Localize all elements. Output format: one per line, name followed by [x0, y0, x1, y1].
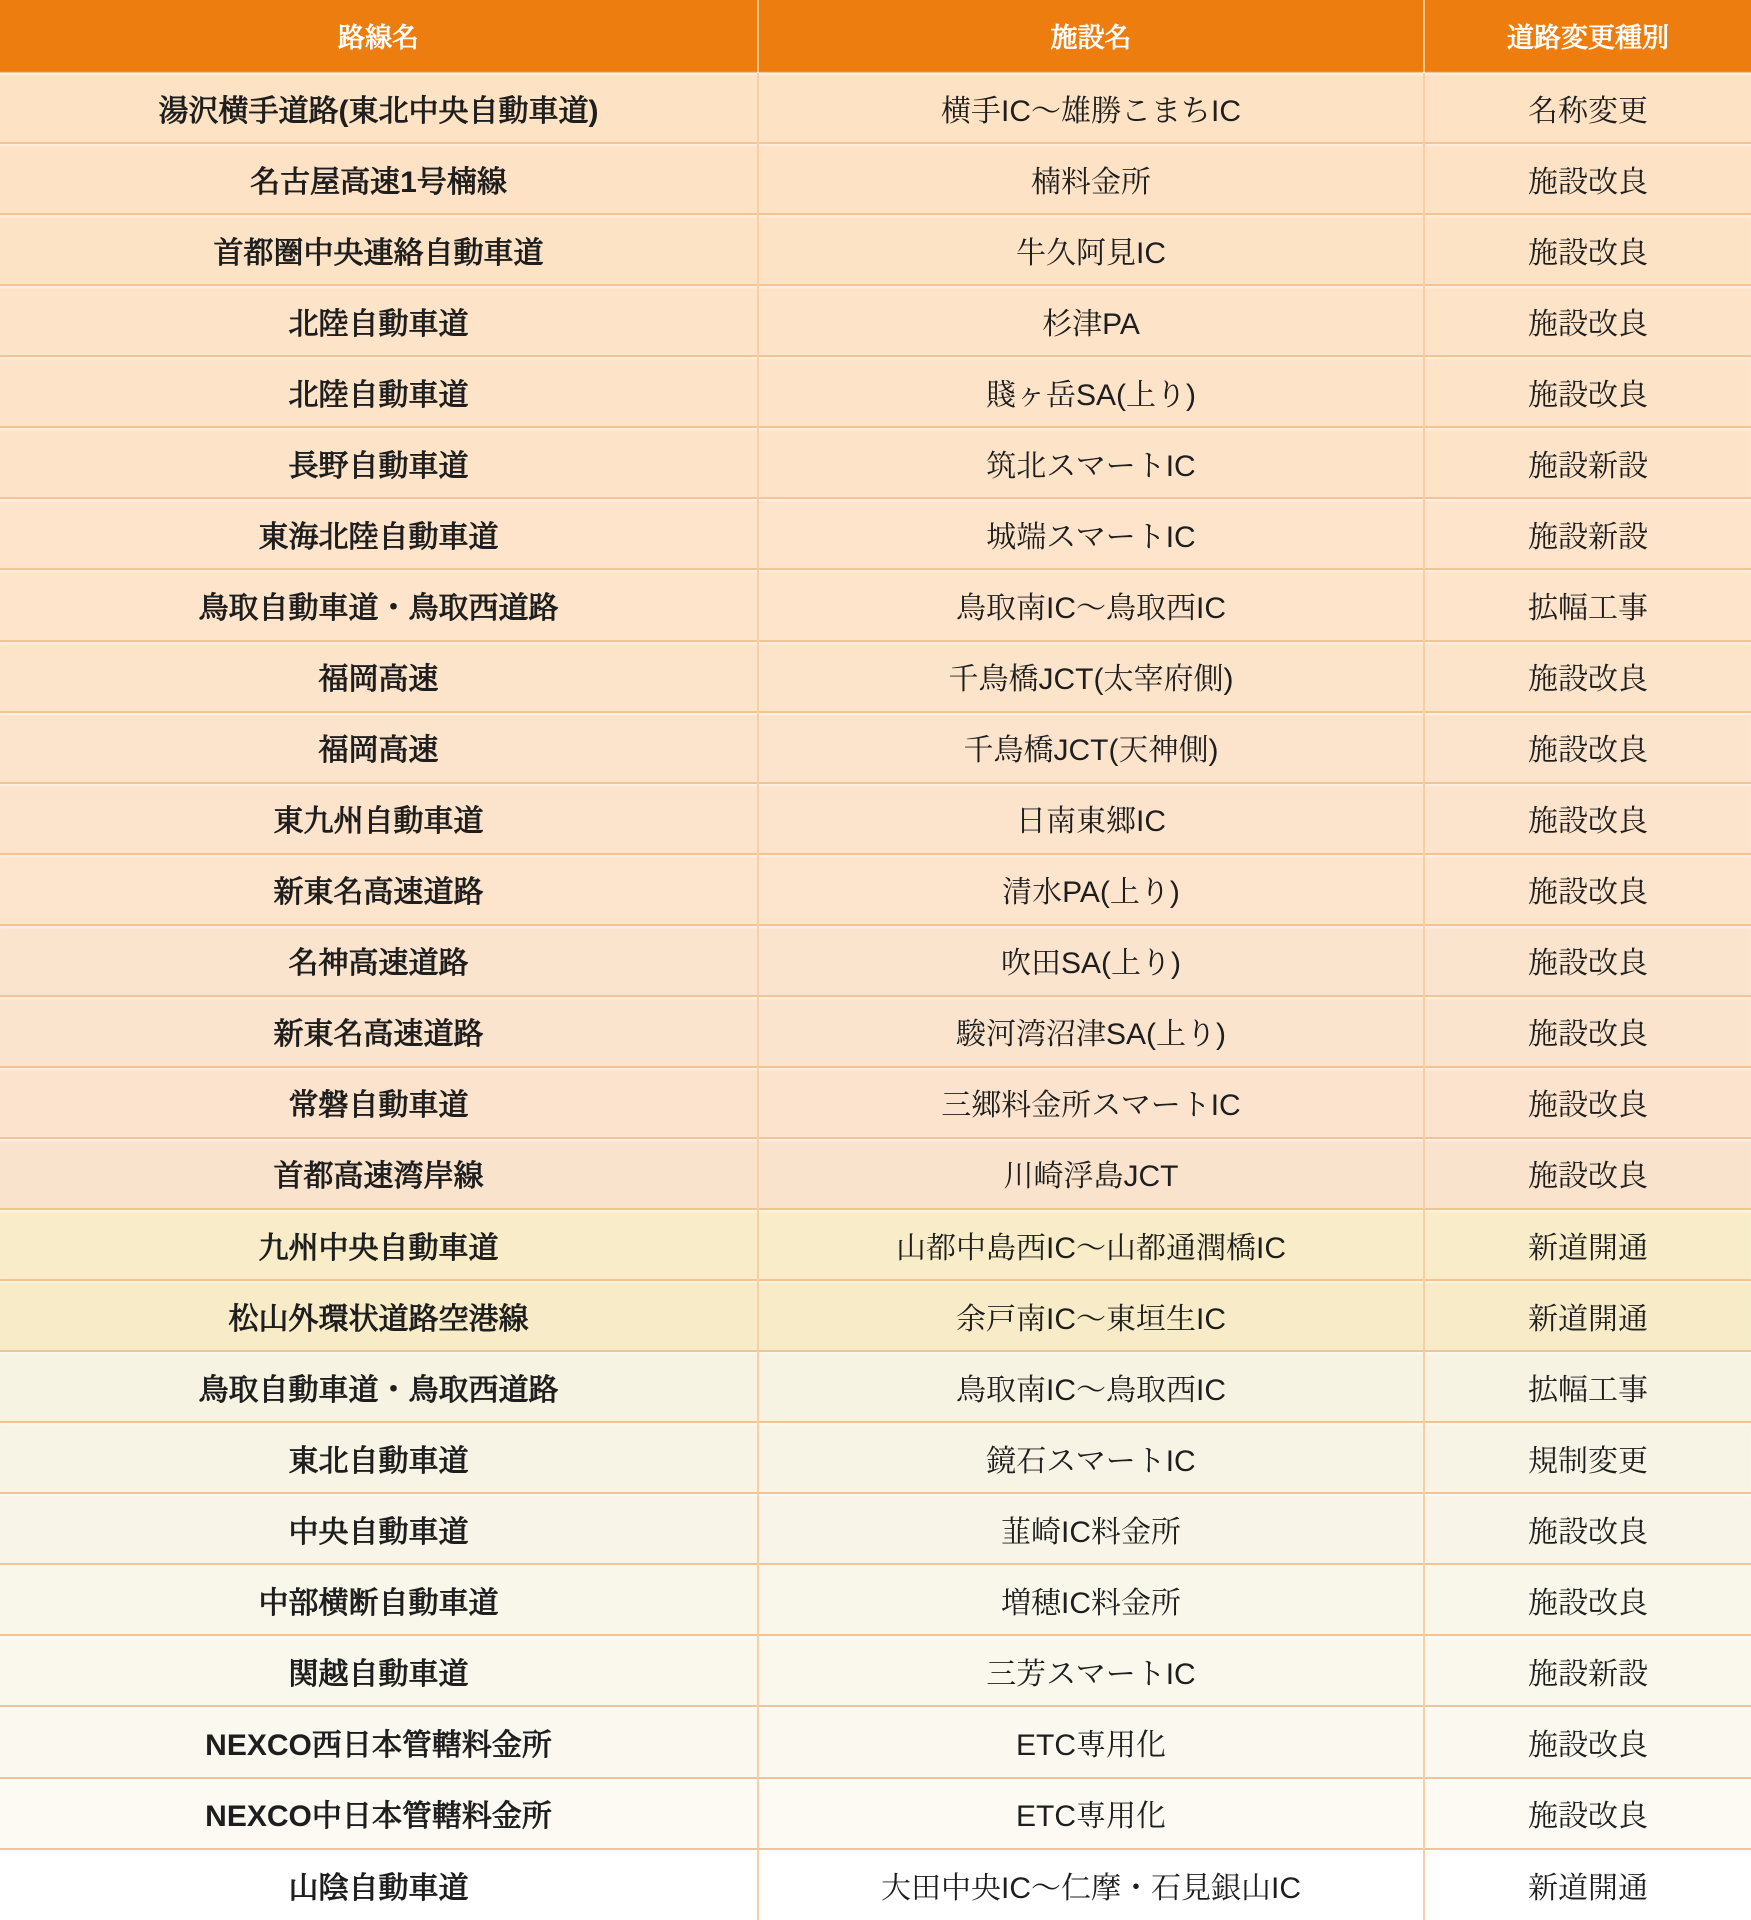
table-row — [0, 783, 1751, 854]
route-cell: NEXCO中日本管轄料金所 — [0, 1778, 758, 1849]
route-cell: 新東名高速道路 — [0, 996, 758, 1067]
facility-cell: 鳥取南IC〜鳥取西IC — [758, 569, 1424, 640]
column-header-facility: 施設名 — [758, 0, 1424, 72]
route-cell: 東北自動車道 — [0, 1422, 758, 1493]
table-row — [0, 641, 1751, 712]
change-type-cell: 施設改良 — [1424, 783, 1751, 854]
facility-cell: 増穂IC料金所 — [758, 1564, 1424, 1635]
facility-cell: 日南東郷IC — [758, 783, 1424, 854]
facility-cell: 城端スマートIC — [758, 498, 1424, 569]
table-row — [0, 427, 1751, 498]
facility-cell: 横手IC〜雄勝こまちIC — [758, 72, 1424, 143]
facility-cell: 大田中央IC〜仁摩・石見銀山IC — [758, 1849, 1424, 1920]
facility-cell: ETC専用化 — [758, 1778, 1424, 1849]
change-type-cell: 施設改良 — [1424, 1706, 1751, 1777]
facility-cell: 三芳スマートIC — [758, 1635, 1424, 1706]
route-cell: NEXCO西日本管轄料金所 — [0, 1706, 758, 1777]
table-body — [0, 72, 1751, 1920]
table-row — [0, 356, 1751, 427]
change-type-cell: 拡幅工事 — [1424, 1351, 1751, 1422]
route-cell: 東海北陸自動車道 — [0, 498, 758, 569]
change-type-cell: 拡幅工事 — [1424, 569, 1751, 640]
route-cell: 北陸自動車道 — [0, 356, 758, 427]
facility-cell: 鏡石スマートIC — [758, 1422, 1424, 1493]
table-row — [0, 214, 1751, 285]
route-cell: 新東名高速道路 — [0, 854, 758, 925]
change-type-cell: 施設改良 — [1424, 1138, 1751, 1209]
table-row — [0, 1493, 1751, 1564]
route-cell: 九州中央自動車道 — [0, 1209, 758, 1280]
change-type-cell: 施設新設 — [1424, 1635, 1751, 1706]
route-cell: 首都高速湾岸線 — [0, 1138, 758, 1209]
table-row — [0, 1778, 1751, 1849]
facility-cell: 山都中島西IC〜山都通潤橋IC — [758, 1209, 1424, 1280]
table-row — [0, 143, 1751, 214]
route-cell: 鳥取自動車道・鳥取西道路 — [0, 1351, 758, 1422]
change-type-cell: 名称変更 — [1424, 72, 1751, 143]
table-row — [0, 1706, 1751, 1777]
table-row — [0, 1067, 1751, 1138]
change-type-cell: 規制変更 — [1424, 1422, 1751, 1493]
facility-cell: 楠料金所 — [758, 143, 1424, 214]
change-type-cell: 施設改良 — [1424, 214, 1751, 285]
route-cell: 長野自動車道 — [0, 427, 758, 498]
route-cell: 松山外環状道路空港線 — [0, 1280, 758, 1351]
facility-cell: 川崎浮島JCT — [758, 1138, 1424, 1209]
table-row — [0, 285, 1751, 356]
change-type-cell: 施設改良 — [1424, 143, 1751, 214]
change-type-cell: 施設新設 — [1424, 498, 1751, 569]
change-type-cell: 施設改良 — [1424, 641, 1751, 712]
table-row — [0, 1635, 1751, 1706]
change-type-cell: 新道開通 — [1424, 1209, 1751, 1280]
table-row — [0, 996, 1751, 1067]
table-row — [0, 1138, 1751, 1209]
table-row — [0, 1849, 1751, 1920]
column-header-change-type: 道路変更種別 — [1424, 0, 1751, 72]
change-type-cell: 施設改良 — [1424, 285, 1751, 356]
table-row — [0, 1351, 1751, 1422]
table-row — [0, 1209, 1751, 1280]
route-cell: 北陸自動車道 — [0, 285, 758, 356]
route-cell: 中央自動車道 — [0, 1493, 758, 1564]
route-cell: 湯沢横手道路(東北中央自動車道) — [0, 72, 758, 143]
route-cell: 山陰自動車道 — [0, 1849, 758, 1920]
facility-cell: 鳥取南IC〜鳥取西IC — [758, 1351, 1424, 1422]
change-type-cell: 施設改良 — [1424, 1067, 1751, 1138]
table-row — [0, 569, 1751, 640]
table-row — [0, 72, 1751, 143]
route-cell: 福岡高速 — [0, 712, 758, 783]
facility-cell: 杉津PA — [758, 285, 1424, 356]
facility-cell: 賤ヶ岳SA(上り) — [758, 356, 1424, 427]
change-type-cell: 施設改良 — [1424, 356, 1751, 427]
route-cell: 常磐自動車道 — [0, 1067, 758, 1138]
facility-cell: 千鳥橋JCT(太宰府側) — [758, 641, 1424, 712]
facility-cell: 韮崎IC料金所 — [758, 1493, 1424, 1564]
column-header-route: 路線名 — [0, 0, 758, 72]
change-type-cell: 施設新設 — [1424, 427, 1751, 498]
table-header — [0, 0, 1751, 72]
table-row — [0, 854, 1751, 925]
route-cell: 鳥取自動車道・鳥取西道路 — [0, 569, 758, 640]
change-type-cell: 新道開通 — [1424, 1280, 1751, 1351]
change-type-cell: 施設改良 — [1424, 712, 1751, 783]
route-cell: 東九州自動車道 — [0, 783, 758, 854]
route-cell: 関越自動車道 — [0, 1635, 758, 1706]
facility-cell: ETC専用化 — [758, 1706, 1424, 1777]
table-row — [0, 498, 1751, 569]
facility-cell: 駿河湾沼津SA(上り) — [758, 996, 1424, 1067]
change-type-cell: 施設改良 — [1424, 854, 1751, 925]
table-row — [0, 1280, 1751, 1351]
route-cell: 名古屋高速1号楠線 — [0, 143, 758, 214]
table-row — [0, 712, 1751, 783]
change-type-cell: 施設改良 — [1424, 1564, 1751, 1635]
facility-cell: 牛久阿見IC — [758, 214, 1424, 285]
facility-cell: 筑北スマートIC — [758, 427, 1424, 498]
facility-cell: 三郷料金所スマートIC — [758, 1067, 1424, 1138]
table-row — [0, 1422, 1751, 1493]
route-cell: 首都圏中央連絡自動車道 — [0, 214, 758, 285]
table-row — [0, 1564, 1751, 1635]
table-row — [0, 925, 1751, 996]
change-type-cell: 施設改良 — [1424, 996, 1751, 1067]
facility-cell: 余戸南IC〜東垣生IC — [758, 1280, 1424, 1351]
route-cell: 福岡高速 — [0, 641, 758, 712]
change-type-cell: 新道開通 — [1424, 1849, 1751, 1920]
change-type-cell: 施設改良 — [1424, 1778, 1751, 1849]
facility-cell: 千鳥橋JCT(天神側) — [758, 712, 1424, 783]
facility-cell: 吹田SA(上り) — [758, 925, 1424, 996]
change-type-cell: 施設改良 — [1424, 925, 1751, 996]
facility-cell: 清水PA(上り) — [758, 854, 1424, 925]
change-type-cell: 施設改良 — [1424, 1493, 1751, 1564]
route-cell: 名神高速道路 — [0, 925, 758, 996]
route-cell: 中部横断自動車道 — [0, 1564, 758, 1635]
header-row — [0, 0, 1751, 72]
